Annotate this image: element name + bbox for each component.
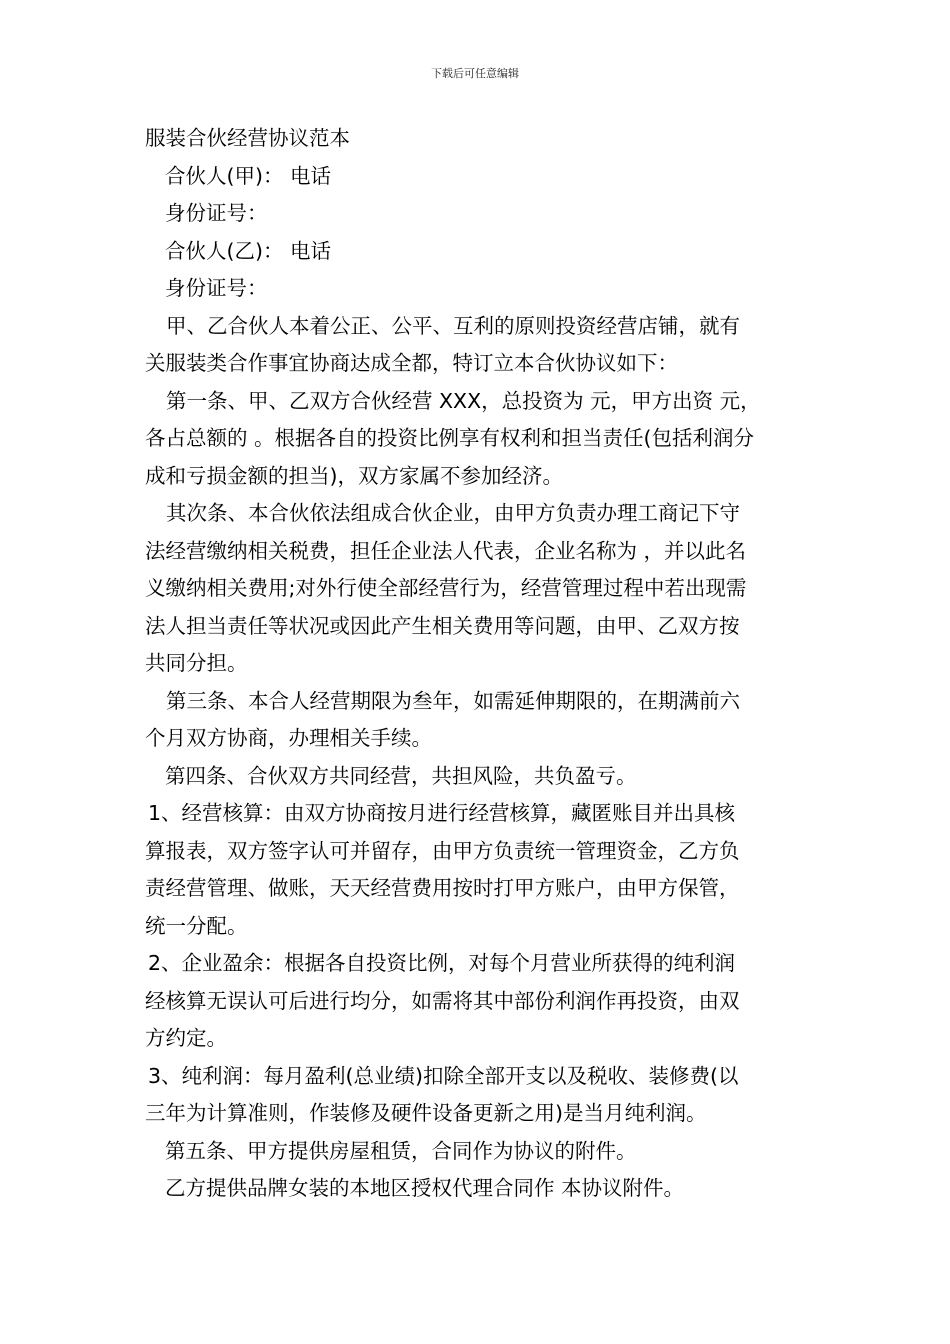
paragraph-line: 经核算无误认可后进行均分，如需将其中部份利润作再投资，由双 <box>145 988 740 1013</box>
paragraph-line: 第一条、甲、乙双方合伙经营 XXX，总投资为 元，甲方出资 元， <box>166 388 761 413</box>
paragraph-line: 3、纯利润：每月盈利(总业绩)扣除全部开支以及税收、装修费(以 <box>148 1063 739 1088</box>
paragraph-line: 法经营缴纳相关税费，担任企业法人代表，企业名称为 ，并以此名 <box>145 538 747 563</box>
paragraph-line: 甲、乙合伙人本着公正、公平、互利的原则投资经营店铺，就有 <box>166 313 740 338</box>
paragraph-line: 义缴纳相关费用;对外行使全部经营行为，经营管理过程中若出现需 <box>145 576 747 600</box>
paragraph-line: 责经营管理、做账，天天经营费用按时打甲方账户，由甲方保管， <box>145 876 740 900</box>
paragraph-line: 三年为计算准则，作装修及硬件设备更新之用)是当月纯利润。 <box>145 1101 707 1125</box>
page-header: 下载后可任意编辑 <box>431 67 519 80</box>
paragraph-line: 第四条、合伙双方共同经营，共担风险，共负盈亏。 <box>165 763 637 788</box>
paragraph-line: 各占总额的 。根据各自的投资比例享有权利和担当责任(包括利润分 <box>145 426 755 450</box>
paragraph-line: 统一分配。 <box>145 913 248 938</box>
paragraph-line: 其次条、本合伙依法组成合伙企业，由甲方负责办理工商记下守 <box>166 501 740 525</box>
paragraph-line: 算报表，双方签字认可并留存，由甲方负责统一管理资金，乙方负 <box>145 838 740 863</box>
party-b-id-line: 身份证号： <box>165 276 268 300</box>
paragraph-line: 成和亏损金额的担当)，双方家属不参加经济。 <box>145 463 563 488</box>
paragraph-line: 关服装类合作事宜协商达成全都，特订立本合伙协议如下： <box>145 351 678 375</box>
paragraph-line: 乙方提供品牌女装的本地区授权代理合同作 本协议附件。 <box>165 1176 685 1200</box>
document-body <box>145 120 813 1208</box>
paragraph-line: 法人担当责任等状况或因此产生相关费用等问题，由甲、乙双方按 <box>145 613 740 638</box>
paragraph-line: 第三条、本合人经营期限为叁年，如需延伸期限的，在期满前六 <box>166 688 740 713</box>
party-a-line: 合伙人(甲)： 电话 <box>165 163 332 188</box>
document-title: 服装合伙经营协议范本 <box>145 126 350 150</box>
paragraph-line: 2、企业盈余：根据各自投资比例，对每个月营业所获得的纯利润 <box>148 951 736 975</box>
paragraph-line: 1、经营核算：由双方协商按月进行经营核算，藏匿账目并出具核 <box>148 801 736 825</box>
party-b-line: 合伙人(乙)： 电话 <box>165 238 332 263</box>
paragraph-line: 第五条、甲方提供房屋租赁，合同作为协议的附件。 <box>165 1138 637 1163</box>
paragraph-line: 共同分担。 <box>145 651 248 675</box>
paragraph-line: 方约定。 <box>145 1026 227 1050</box>
party-a-id-line: 身份证号： <box>165 201 268 225</box>
paragraph-line: 个月双方协商，办理相关手续。 <box>145 726 432 750</box>
